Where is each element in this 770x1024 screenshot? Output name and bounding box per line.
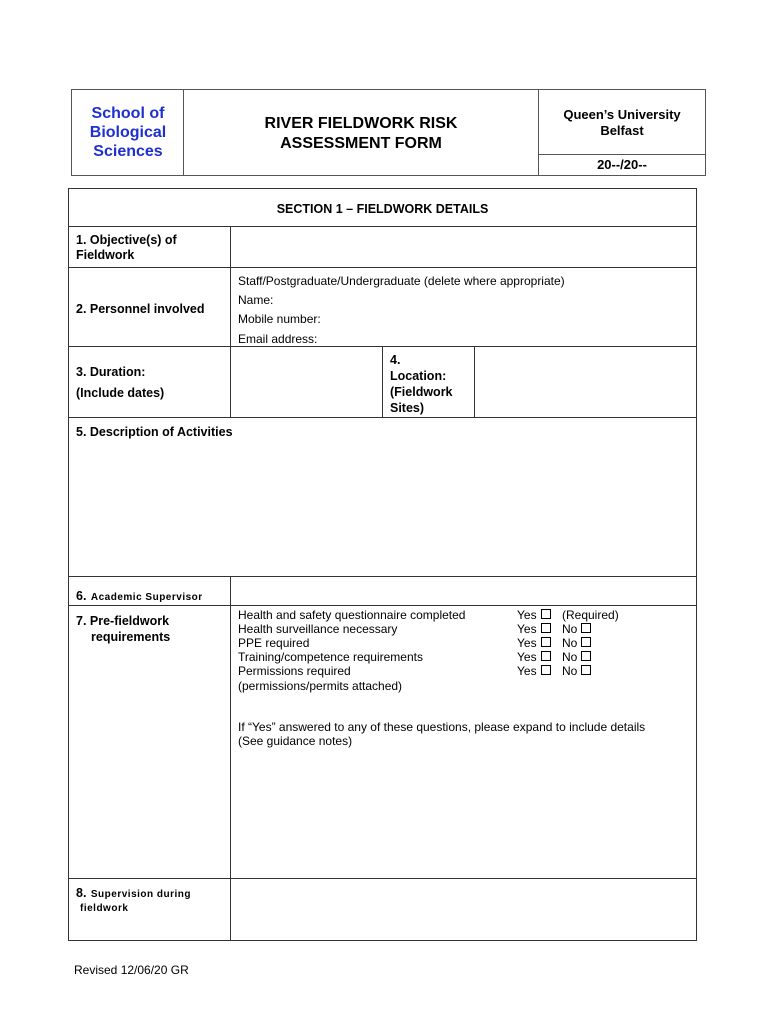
description-field[interactable]: [69, 443, 696, 575]
checkbox-icon[interactable]: [581, 637, 591, 647]
required-note: (Required): [562, 608, 619, 622]
school-name: School of Biological Sciences: [89, 105, 167, 160]
location-label: 4. Location: (Fieldwork Sites): [390, 353, 453, 415]
duration-label: 3. Duration:: [76, 365, 146, 379]
yes-option[interactable]: Yes: [517, 664, 551, 678]
objectives-field[interactable]: [231, 227, 696, 267]
no-option[interactable]: No: [562, 622, 591, 636]
form-title: RIVER FIELDWORK RISK ASSESSMENT FORM: [264, 115, 458, 152]
header-divider: [538, 154, 706, 155]
supervisor-label: 6. Academic Supervisor: [76, 589, 203, 603]
personnel-label: 2. Personnel involved: [76, 302, 205, 316]
checkbox-icon[interactable]: [541, 665, 551, 675]
personnel-line: Mobile number:: [238, 312, 321, 326]
yes-option[interactable]: Yes: [517, 608, 551, 622]
checkbox-icon[interactable]: [541, 623, 551, 633]
supervision-field[interactable]: [231, 879, 696, 940]
yes-option[interactable]: Yes: [517, 622, 551, 636]
location-field[interactable]: [475, 347, 696, 417]
checkbox-icon[interactable]: [581, 665, 591, 675]
header-divider: [183, 89, 184, 176]
prereq-item: Health surveillance necessary: [238, 622, 398, 636]
section-heading: SECTION 1 – FIELDWORK DETAILS: [276, 202, 489, 216]
duration-sub: (Include dates): [76, 386, 165, 400]
checkbox-icon[interactable]: [541, 651, 551, 661]
personnel-line: Name:: [238, 293, 274, 307]
personnel-line: Staff/Postgraduate/Undergraduate (delete where appropriate): [238, 274, 565, 288]
objectives-label: 1. Objective(s) of Fieldwork: [76, 233, 177, 262]
prereq-label: 7. Pre-fieldwork requirements: [76, 614, 171, 644]
yes-option[interactable]: Yes: [517, 636, 551, 650]
col-divider: [382, 346, 383, 417]
prereq-attached: (permissions/permits attached): [238, 679, 403, 693]
row-divider: [68, 417, 697, 418]
personnel-line: Email address:: [238, 332, 318, 346]
checkbox-icon[interactable]: [541, 637, 551, 647]
no-option[interactable]: No: [562, 664, 591, 678]
prereq-note: If “Yes” answered to any of these questions, please expand to include details (See guidance notes): [238, 720, 646, 748]
header-divider: [538, 89, 539, 176]
university-name: Queen’s University Belfast: [563, 107, 681, 138]
no-option[interactable]: No: [562, 650, 591, 664]
supervisor-field[interactable]: [231, 577, 696, 605]
description-label: 5. Description of Activities: [76, 425, 233, 439]
checkbox-icon[interactable]: [541, 609, 551, 619]
duration-field[interactable]: [231, 347, 382, 417]
no-option[interactable]: No: [562, 636, 591, 650]
academic-year: 20--/20--: [597, 157, 647, 172]
supervision-label: 8. Supervision during fieldwork: [76, 886, 192, 914]
prereq-item: Health and safety questionnaire completed: [238, 608, 466, 622]
revision-note: Revised 12/06/20 GR: [74, 963, 189, 977]
checkbox-icon[interactable]: [581, 623, 591, 633]
yes-option[interactable]: Yes: [517, 650, 551, 664]
prereq-item: Permissions required: [238, 664, 351, 678]
prereq-details-field[interactable]: [231, 752, 696, 877]
prereq-item: Training/competence requirements: [238, 650, 423, 664]
prereq-item: PPE required: [238, 636, 310, 650]
row-divider: [68, 605, 697, 606]
checkbox-icon[interactable]: [581, 651, 591, 661]
